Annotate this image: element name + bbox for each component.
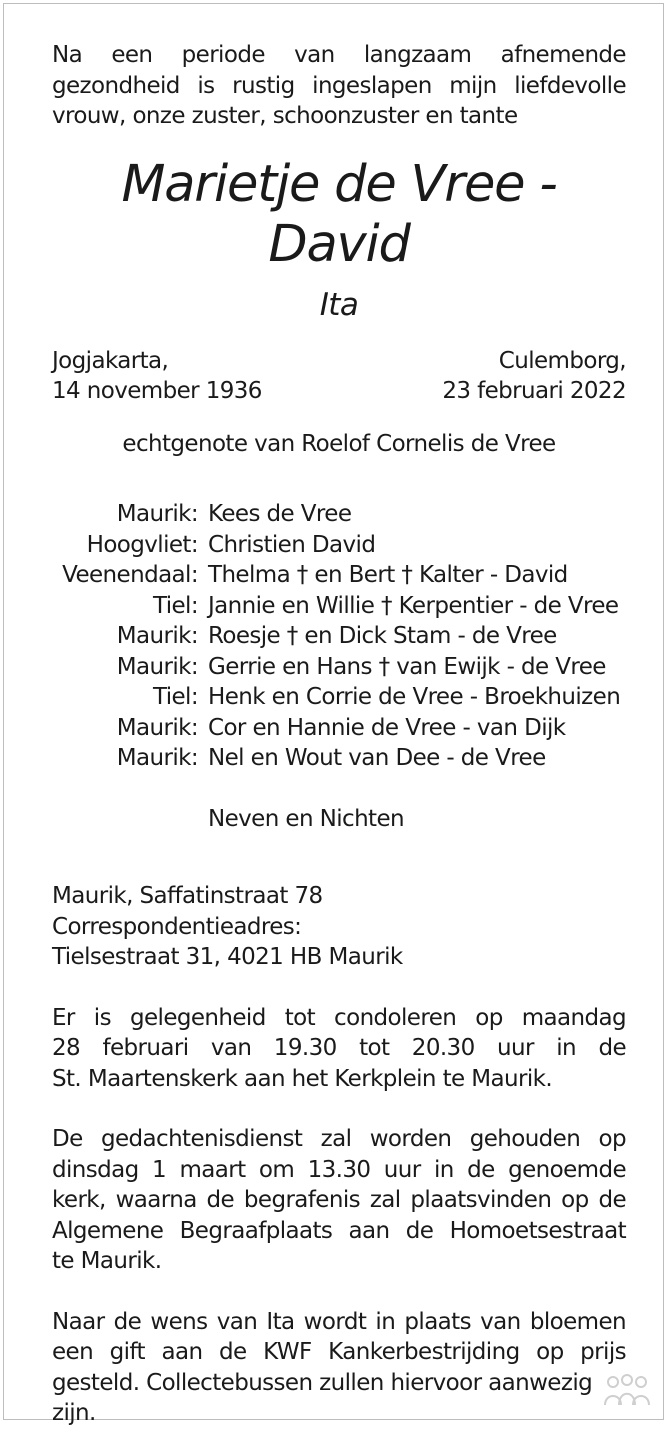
obituary-card [3,3,664,1426]
family-row [52,499,626,530]
family-names: Nel en Wout van Dee - de Vree [208,745,546,771]
address-line: Maurik, Saffatinstraat 78 [52,883,323,909]
family-row [52,743,626,774]
family-list [52,499,626,774]
family-names: Gerrie en Hans † van Ewijk - de Vree [208,653,606,680]
family-names: Jannie en Willie † Kerpentier - de Vree [208,592,619,619]
family-place: Maurik: [116,623,198,649]
service-line: kerk, waarna de begrafenis zal plaatsvinden op de [52,1187,626,1213]
deceased-nickname: Ita [319,286,359,323]
family-place: Maurik: [116,501,198,527]
family-names: Cor en Hannie de Vree - van Dijk [208,714,566,741]
family-row [52,621,626,652]
condolence-paragraph [52,1003,626,1095]
family-row [52,591,626,622]
family-names: Christien David [208,531,376,558]
intro-line: Na een periode van langzaam afnemende [52,42,626,68]
death-place: Culemborg, [498,347,626,374]
service-line: De gedachtenisdienst zal worden gehouden op [52,1126,626,1152]
service-line: dinsdag 1 maart om 13.30 uur in de genoemde [52,1156,626,1183]
family-names: Kees de Vree [208,501,352,527]
family-place: Tiel: [152,592,198,619]
family-place: Maurik: [116,714,198,741]
family-row [52,713,626,744]
wish-line: Naar de wens van Ita wordt in plaats van bloemen [52,1308,626,1335]
neven-en-nichten: Neven en Nichten [208,805,405,832]
family-row [52,682,626,713]
wish-paragraph [52,1307,626,1429]
address-line: Correspondentieadres: [52,913,302,940]
condolence-line: 28 februari van 19.30 tot 20.30 uur in de [52,1035,626,1061]
family-row [52,530,626,561]
condolence-line: Er is gelegenheid tot condoleren op maandag [52,1004,626,1031]
address-line: Tielsestraat 31, 4021 HB Maurik [52,944,403,970]
family-place: Maurik: [116,653,198,680]
family-names: Thelma † en Bert † Kalter - David [208,562,568,588]
family-place: Maurik: [116,745,198,771]
death-date: 23 februari 2022 [442,378,626,404]
obituary-content [52,40,626,1429]
service-paragraph [52,1124,626,1277]
family-names: Roesje † en Dick Stam - de Vree [208,623,557,649]
service-line: Algemene Begraafplaats aan de Homoetsestraat [52,1217,626,1244]
life-dates [52,346,626,407]
condolence-line: St. Maartenskerk aan het Kerkplein te Maurik. [52,1065,553,1092]
intro-text [52,40,626,132]
birth-place: Jogjakarta, [52,347,169,374]
deceased-name: Marietje de Vree - David [121,154,557,274]
death-info [442,346,626,407]
address-block [52,881,626,973]
family-place: Tiel: [152,684,198,710]
birth-date: 14 november 1936 [52,378,262,404]
service-line: te Maurik. [52,1248,162,1274]
people-group-icon [603,1373,651,1407]
family-row [52,560,626,591]
intro-line: vrouw, onze zuster, schoonzuster en tante [52,103,518,129]
spouse-line: echtgenote van Roelof Cornelis de Vree [122,430,556,457]
family-row [52,652,626,683]
family-place: Hoogvliet: [86,531,198,558]
family-names: Henk en Corrie de Vree - Broekhuizen [208,684,621,710]
birth-info [52,346,262,407]
wish-line: een gift aan de KWF Kankerbestrijding op prijs [52,1339,626,1365]
intro-line: gezondheid is rustig ingeslapen mijn liefdevolle [52,72,626,99]
wish-line: gesteld. Collectebussen zullen hiervoor aanwezig zijn. [52,1369,593,1426]
family-place: Veenendaal: [62,562,198,588]
